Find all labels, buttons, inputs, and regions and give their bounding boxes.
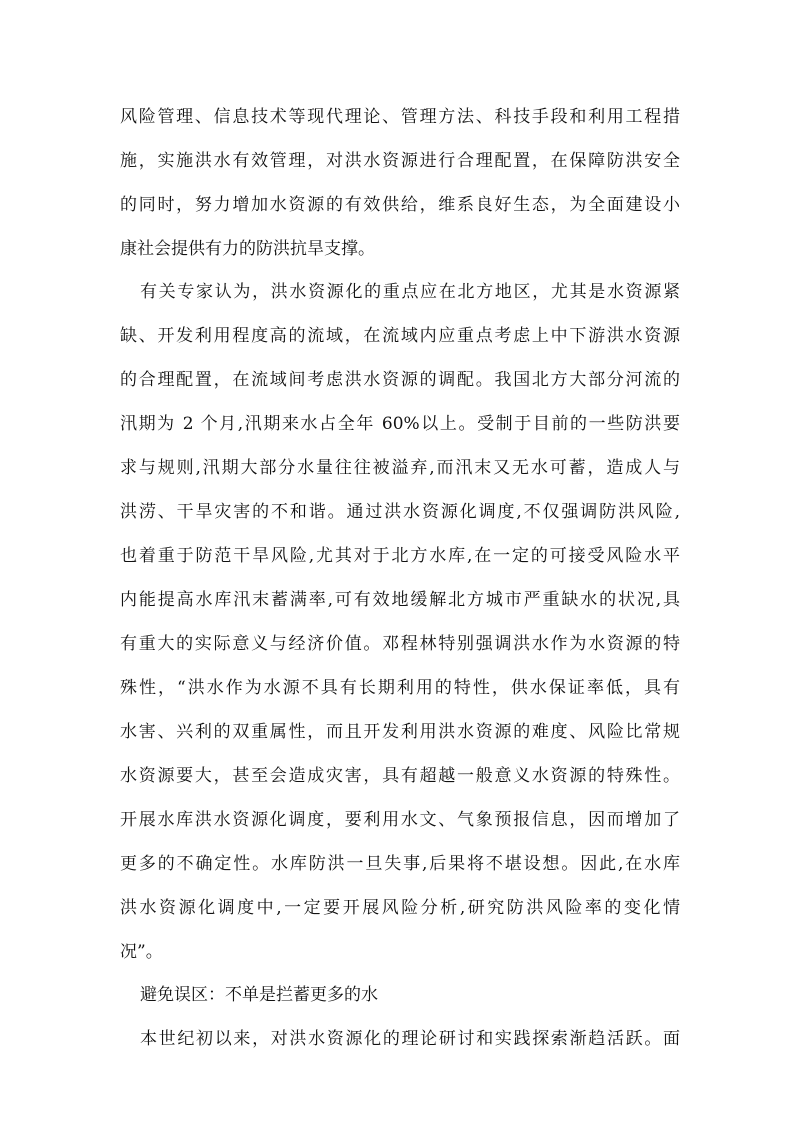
paragraph-1-line-4: 康社会提供有力的防洪抗旱支撑。 xyxy=(120,239,375,259)
paragraph-2-line-5: 求与规则,汛期大部分水量往往被溢弃,而汛末又无水可蓄，造成人与 xyxy=(120,458,680,478)
paragraph-2-line-9: 有重大的实际意义与经济价值。邓程林特别强调洪水作为水资源的特 xyxy=(120,634,680,654)
paragraph-2-line-15: 洪水资源化调度中,一定要开展风险分析,研究防洪风险率的变化情 xyxy=(120,898,680,918)
paragraph-2-line-13: 开展水库洪水资源化调度，要利用水文、气象预报信息，因而增加了 xyxy=(120,810,680,830)
paragraph-2-line-1: 有关专家认为，洪水资源化的重点应在北方地区，尤其是水资源紧 xyxy=(140,282,680,302)
paragraph-2-line-2: 缺、开发利用程度高的流域，在流域内应重点考虑上中下游洪水资源 xyxy=(120,326,680,346)
paragraph-2-line-12: 水资源要大，甚至会造成灾害，具有超越一般意义水资源的特殊性。 xyxy=(120,766,680,786)
paragraph-2-line-4: 汛期为 2 个月,汛期来水占全年 60%以上。受制于目前的一些防洪要 xyxy=(120,414,680,434)
paragraph-2-line-6: 洪涝、干旱灾害的不和谐。通过洪水资源化调度,不仅强调防洪风险, xyxy=(120,502,680,522)
paragraph-1-line-2: 施，实施洪水有效管理，对洪水资源进行合理配置，在保障防洪安全 xyxy=(120,151,680,171)
paragraph-2-line-7: 也着重于防范干旱风险,尤其对于北方水库,在一定的可接受风险水平 xyxy=(120,546,680,566)
section-heading: 避免误区：不单是拦蓄更多的水 xyxy=(140,985,378,1005)
paragraph-1-line-1: 风险管理、信息技术等现代理论、管理方法、科技手段和利用工程措 xyxy=(120,107,680,127)
paragraph-1-line-3: 的同时，努力增加水资源的有效供给，维系良好生态，为全面建设小 xyxy=(120,195,680,215)
paragraph-2-line-10: 殊性，“洪水作为水源不具有长期利用的特性，供水保证率低，具有 xyxy=(120,678,680,698)
paragraph-2-line-14: 更多的不确定性。水库防洪一旦失事,后果将不堪设想。因此,在水库 xyxy=(120,854,680,874)
paragraph-2-line-8: 内能提高水库汛末蓄满率,可有效地缓解北方城市严重缺水的状况,具 xyxy=(120,590,680,610)
paragraph-2-line-11: 水害、兴利的双重属性，而且开发利用洪水资源的难度、风险比常规 xyxy=(120,722,680,742)
paragraph-3-line-1: 本世纪初以来，对洪水资源化的理论研讨和实践探索渐趋活跃。面 xyxy=(140,1029,680,1049)
paragraph-2-line-3: 的合理配置，在流域间考虑洪水资源的调配。我国北方大部分河流的 xyxy=(120,370,680,390)
paragraph-2-line-16: 况”。 xyxy=(120,942,163,962)
